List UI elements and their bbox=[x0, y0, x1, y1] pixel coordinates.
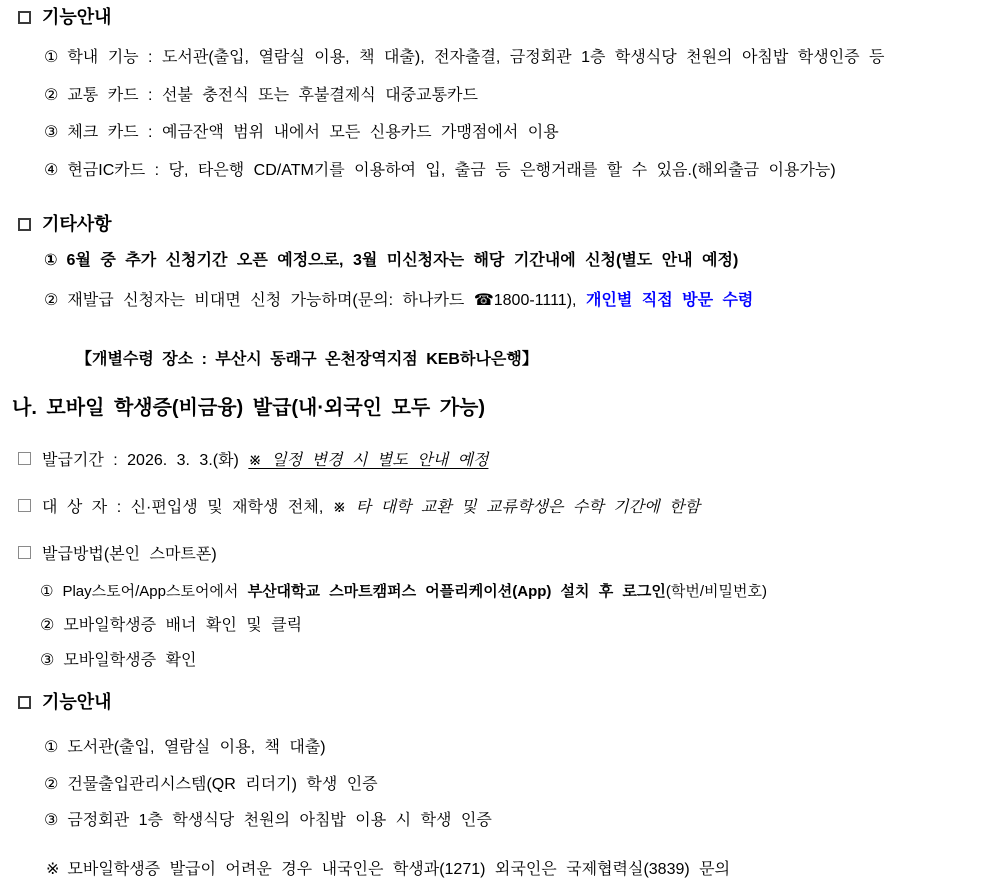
circled-number-icon: ② bbox=[40, 617, 55, 634]
circled-number-icon: ② bbox=[44, 87, 59, 104]
circled-number-icon: ① bbox=[44, 739, 59, 756]
checkbox-square-icon bbox=[18, 499, 31, 512]
list-item bbox=[44, 738, 326, 758]
circled-number-icon: ① bbox=[44, 49, 59, 66]
list-item bbox=[44, 811, 492, 831]
highlighted-text-pickup: 개인별 직접 방문 수령 bbox=[585, 292, 754, 309]
section-heading-functions-mobile bbox=[18, 691, 112, 714]
item-text: 건물출입관리시스템(QR 리더기) 학생 인증 bbox=[67, 776, 378, 793]
circled-number-icon: ③ bbox=[40, 652, 55, 669]
step-text: 모바일학생증 확인 bbox=[63, 652, 197, 669]
item-text: 학내 기능 : 도서관(출입, 열람실 이용, 책 대출), 전자출결, 금정회관 1층 학생식당 천원의 아침밥 학생인증 등 bbox=[67, 49, 885, 66]
method-step bbox=[40, 651, 196, 671]
checkbox-square-icon bbox=[18, 11, 31, 24]
issue-period-label: 발급기간 : 2026. 3. 3.(화) bbox=[42, 452, 249, 469]
section-heading-label: 기타사항 bbox=[42, 214, 112, 234]
method-label: 발급방법(본인 스마트폰) bbox=[42, 546, 217, 563]
method-step bbox=[40, 583, 767, 602]
section-heading-label: 기능안내 bbox=[42, 7, 112, 27]
circled-number-icon: ② bbox=[44, 292, 59, 309]
issue-period-note: ※ 일정 변경 시 별도 안내 예정 bbox=[248, 452, 489, 469]
checkbox-square-icon bbox=[18, 452, 31, 465]
item-text: 재발급 신청자는 비대면 신청 가능하며(문의: 하나카드 ☎1800-1111), bbox=[67, 292, 586, 309]
target-line bbox=[18, 498, 700, 518]
list-item bbox=[44, 161, 836, 181]
list-item bbox=[44, 123, 559, 143]
section-heading-mobile-id: 나. 모바일 학생증(비금융) 발급(내·외국인 모두 가능) bbox=[12, 397, 486, 419]
item-text: 교통 카드 : 선불 충전식 또는 후불결제식 대중교통카드 bbox=[67, 87, 478, 104]
circled-number-icon: ④ bbox=[44, 162, 59, 179]
item-text: 도서관(출입, 열람실 이용, 책 대출) bbox=[67, 739, 326, 756]
issue-period-line bbox=[18, 451, 488, 471]
target-note: ※ 타 대학 교환 및 교류학생은 수학 기간에 한함 bbox=[332, 499, 700, 516]
list-item bbox=[44, 86, 478, 106]
step-text-pre: Play스토어/App스토어에서 bbox=[62, 583, 248, 600]
step-text-post: (학번/비밀번호) bbox=[665, 583, 767, 600]
reference-mark-icon: ※ bbox=[46, 861, 60, 878]
item-text: 현금IC카드 : 당, 타은행 CD/ATM기를 이용하여 입, 출금 등 은행거래를 할 수 있음.(해외출금 이용가능) bbox=[67, 162, 836, 179]
item-text: 금정회관 1층 학생식당 천원의 아침밥 이용 시 학생 인증 bbox=[67, 812, 492, 829]
step-text-bold: 부산대학교 스마트캠퍼스 어플리케이션(App) 설치 후 로그인 bbox=[247, 583, 666, 600]
step-text: 모바일학생증 배너 확인 및 클릭 bbox=[63, 617, 303, 634]
circled-number-icon: ① bbox=[40, 583, 54, 600]
list-item-emphasized bbox=[44, 251, 738, 271]
method-step bbox=[40, 616, 302, 636]
pickup-location-note: 【개별수령 장소 : 부산시 동래구 온천장역지점 KEB하나은행】 bbox=[76, 351, 538, 368]
section-heading-etc bbox=[18, 213, 112, 236]
item-text: 체크 카드 : 예금잔액 범위 내에서 모든 신용카드 가맹점에서 이용 bbox=[67, 124, 559, 141]
list-item bbox=[44, 775, 378, 795]
footnote-line bbox=[46, 860, 730, 880]
circled-number-icon: ① bbox=[44, 252, 58, 269]
footnote-text: 모바일학생증 발급이 어려운 경우 내국인은 학생과(1271) 외국인은 국제협력실(3839) 문의 bbox=[67, 861, 731, 878]
checkbox-square-icon bbox=[18, 218, 31, 231]
list-item bbox=[44, 291, 753, 311]
list-item bbox=[44, 48, 885, 68]
circled-number-icon: ③ bbox=[44, 124, 59, 141]
checkbox-square-icon bbox=[18, 696, 31, 709]
method-line bbox=[18, 545, 217, 565]
target-label: 대 상 자 : 신·편입생 및 재학생 전체, bbox=[42, 499, 333, 516]
circled-number-icon: ② bbox=[44, 776, 59, 793]
checkbox-square-icon bbox=[18, 546, 31, 559]
section-heading-label: 기능안내 bbox=[42, 692, 112, 712]
item-text: 6월 중 추가 신청기간 오픈 예정으로, 3월 미신청자는 해당 기간내에 신청(별도 안내 예정) bbox=[66, 252, 739, 269]
section-heading-functions-card bbox=[18, 6, 112, 29]
circled-number-icon: ③ bbox=[44, 812, 59, 829]
